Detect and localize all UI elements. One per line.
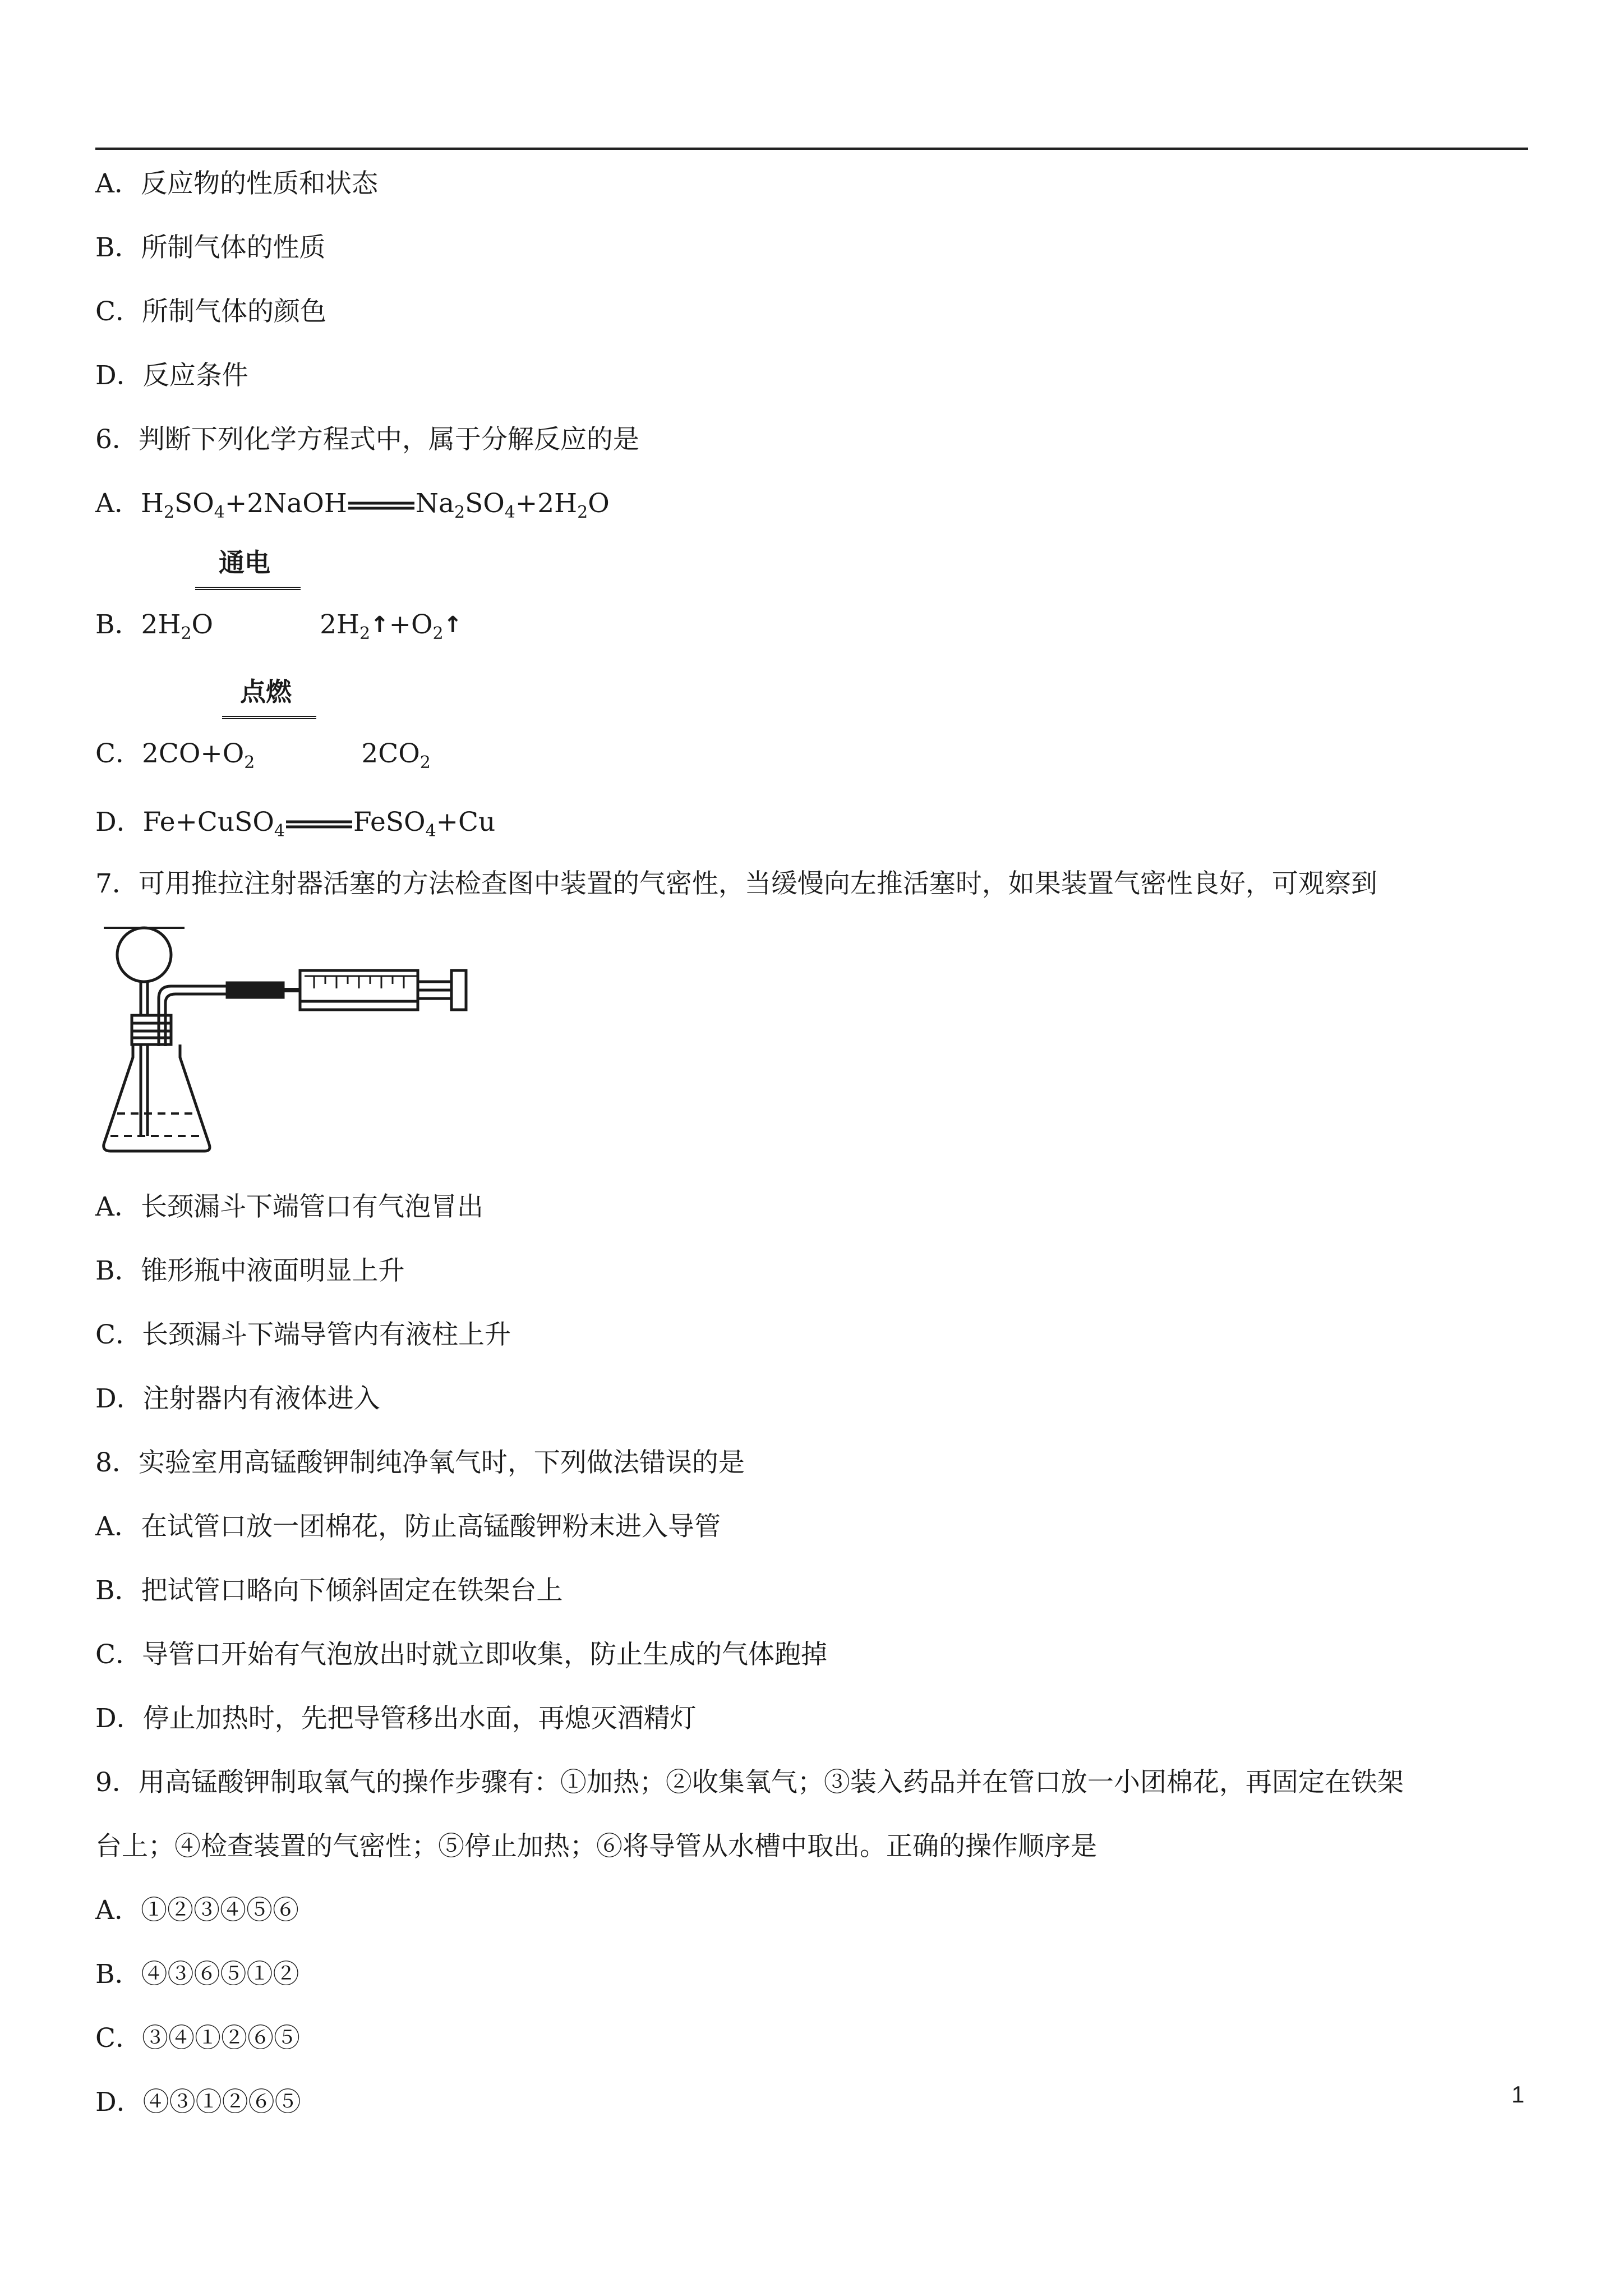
page-number: 1 [1511, 2081, 1525, 2108]
gas-arrow-icon: ↑ [443, 612, 463, 638]
syringe-flask-apparatus [93, 920, 474, 1163]
q6-option-d: D．Fe+CuSO$_4$ FeSO$_4$+Cu [95, 807, 496, 841]
q7-option-c: C．长颈漏斗下端导管内有液柱上升 [95, 1319, 511, 1350]
q7-stem: 7．可用推拉注射器活塞的方法检查图中装置的气密性，当缓慢向左推活塞时，如果装置气密性良好，可观察到 [95, 868, 1377, 899]
q7-option-b: B．锥形瓶中液面明显上升 [95, 1255, 405, 1286]
q6-b-condition-bar [195, 587, 301, 590]
q6-c-condition-bar [222, 716, 316, 719]
q9-stem-line2: 台上；④检查装置的气密性；⑤停止加热；⑥将导管从水槽中取出。正确的操作顺序是 [95, 1831, 1097, 1862]
q8-option-c: C．导管口开始有气泡放出时就立即收集，防止生成的气体跑掉 [95, 1639, 827, 1670]
q9-option-d: D．④③①②⑥⑤ [95, 2087, 301, 2118]
q8-option-b: B．把试管口略向下倾斜固定在铁架台上 [95, 1575, 563, 1606]
q9-stem-line1: 9．用高锰酸钾制取氧气的操作步骤有：①加热；②收集氧气；③装入药品并在管口放一小团棉花，再固定在铁架 [95, 1767, 1404, 1798]
q7-option-a: A．长颈漏斗下端管口有气泡冒出 [95, 1191, 483, 1222]
q9-option-b: B．④③⑥⑤①② [95, 1959, 299, 1990]
q9-option-c: C．③④①②⑥⑤ [95, 2023, 300, 2054]
q8-stem: 8．实验室用高锰酸钾制纯净氧气时，下列做法错误的是 [95, 1447, 745, 1478]
q6-option-c: C．$2CO+O_2$ $2CO_2$ [95, 738, 431, 772]
q5-option-c: C．所制气体的颜色 [95, 296, 326, 327]
q9-option-a: A．①②③④⑤⑥ [95, 1895, 299, 1926]
q6-option-a: A．$H_2SO_4+2NaOH$ $Na_2SO_4+2H_2O$ [95, 488, 610, 522]
q6-c-condition: 点燃 [240, 677, 292, 707]
q6-option-b: B．$2H_2O$ $2H_2↑+O_2↑$ [95, 609, 463, 643]
q5-option-d: D．反应条件 [95, 360, 248, 391]
equals-sign [348, 500, 414, 511]
q7-option-d: D．注射器内有液体进入 [95, 1383, 380, 1414]
q5-option-a: A．反应物的性质和状态 [95, 168, 378, 199]
q6-b-condition: 通电 [219, 547, 270, 578]
q5-option-b: B．所制气体的性质 [95, 232, 326, 263]
q8-option-d: D．停止加热时，先把导管移出水面，再熄灭酒精灯 [95, 1703, 697, 1734]
q8-option-a: A．在试管口放一团棉花，防止高锰酸钾粉末进入导管 [95, 1511, 721, 1542]
header-rule [95, 148, 1528, 150]
gas-arrow-icon: ↑ [370, 612, 389, 638]
equals-sign [286, 818, 352, 830]
q6-stem: 6．判断下列化学方程式中，属于分解反应的是 [95, 424, 639, 455]
